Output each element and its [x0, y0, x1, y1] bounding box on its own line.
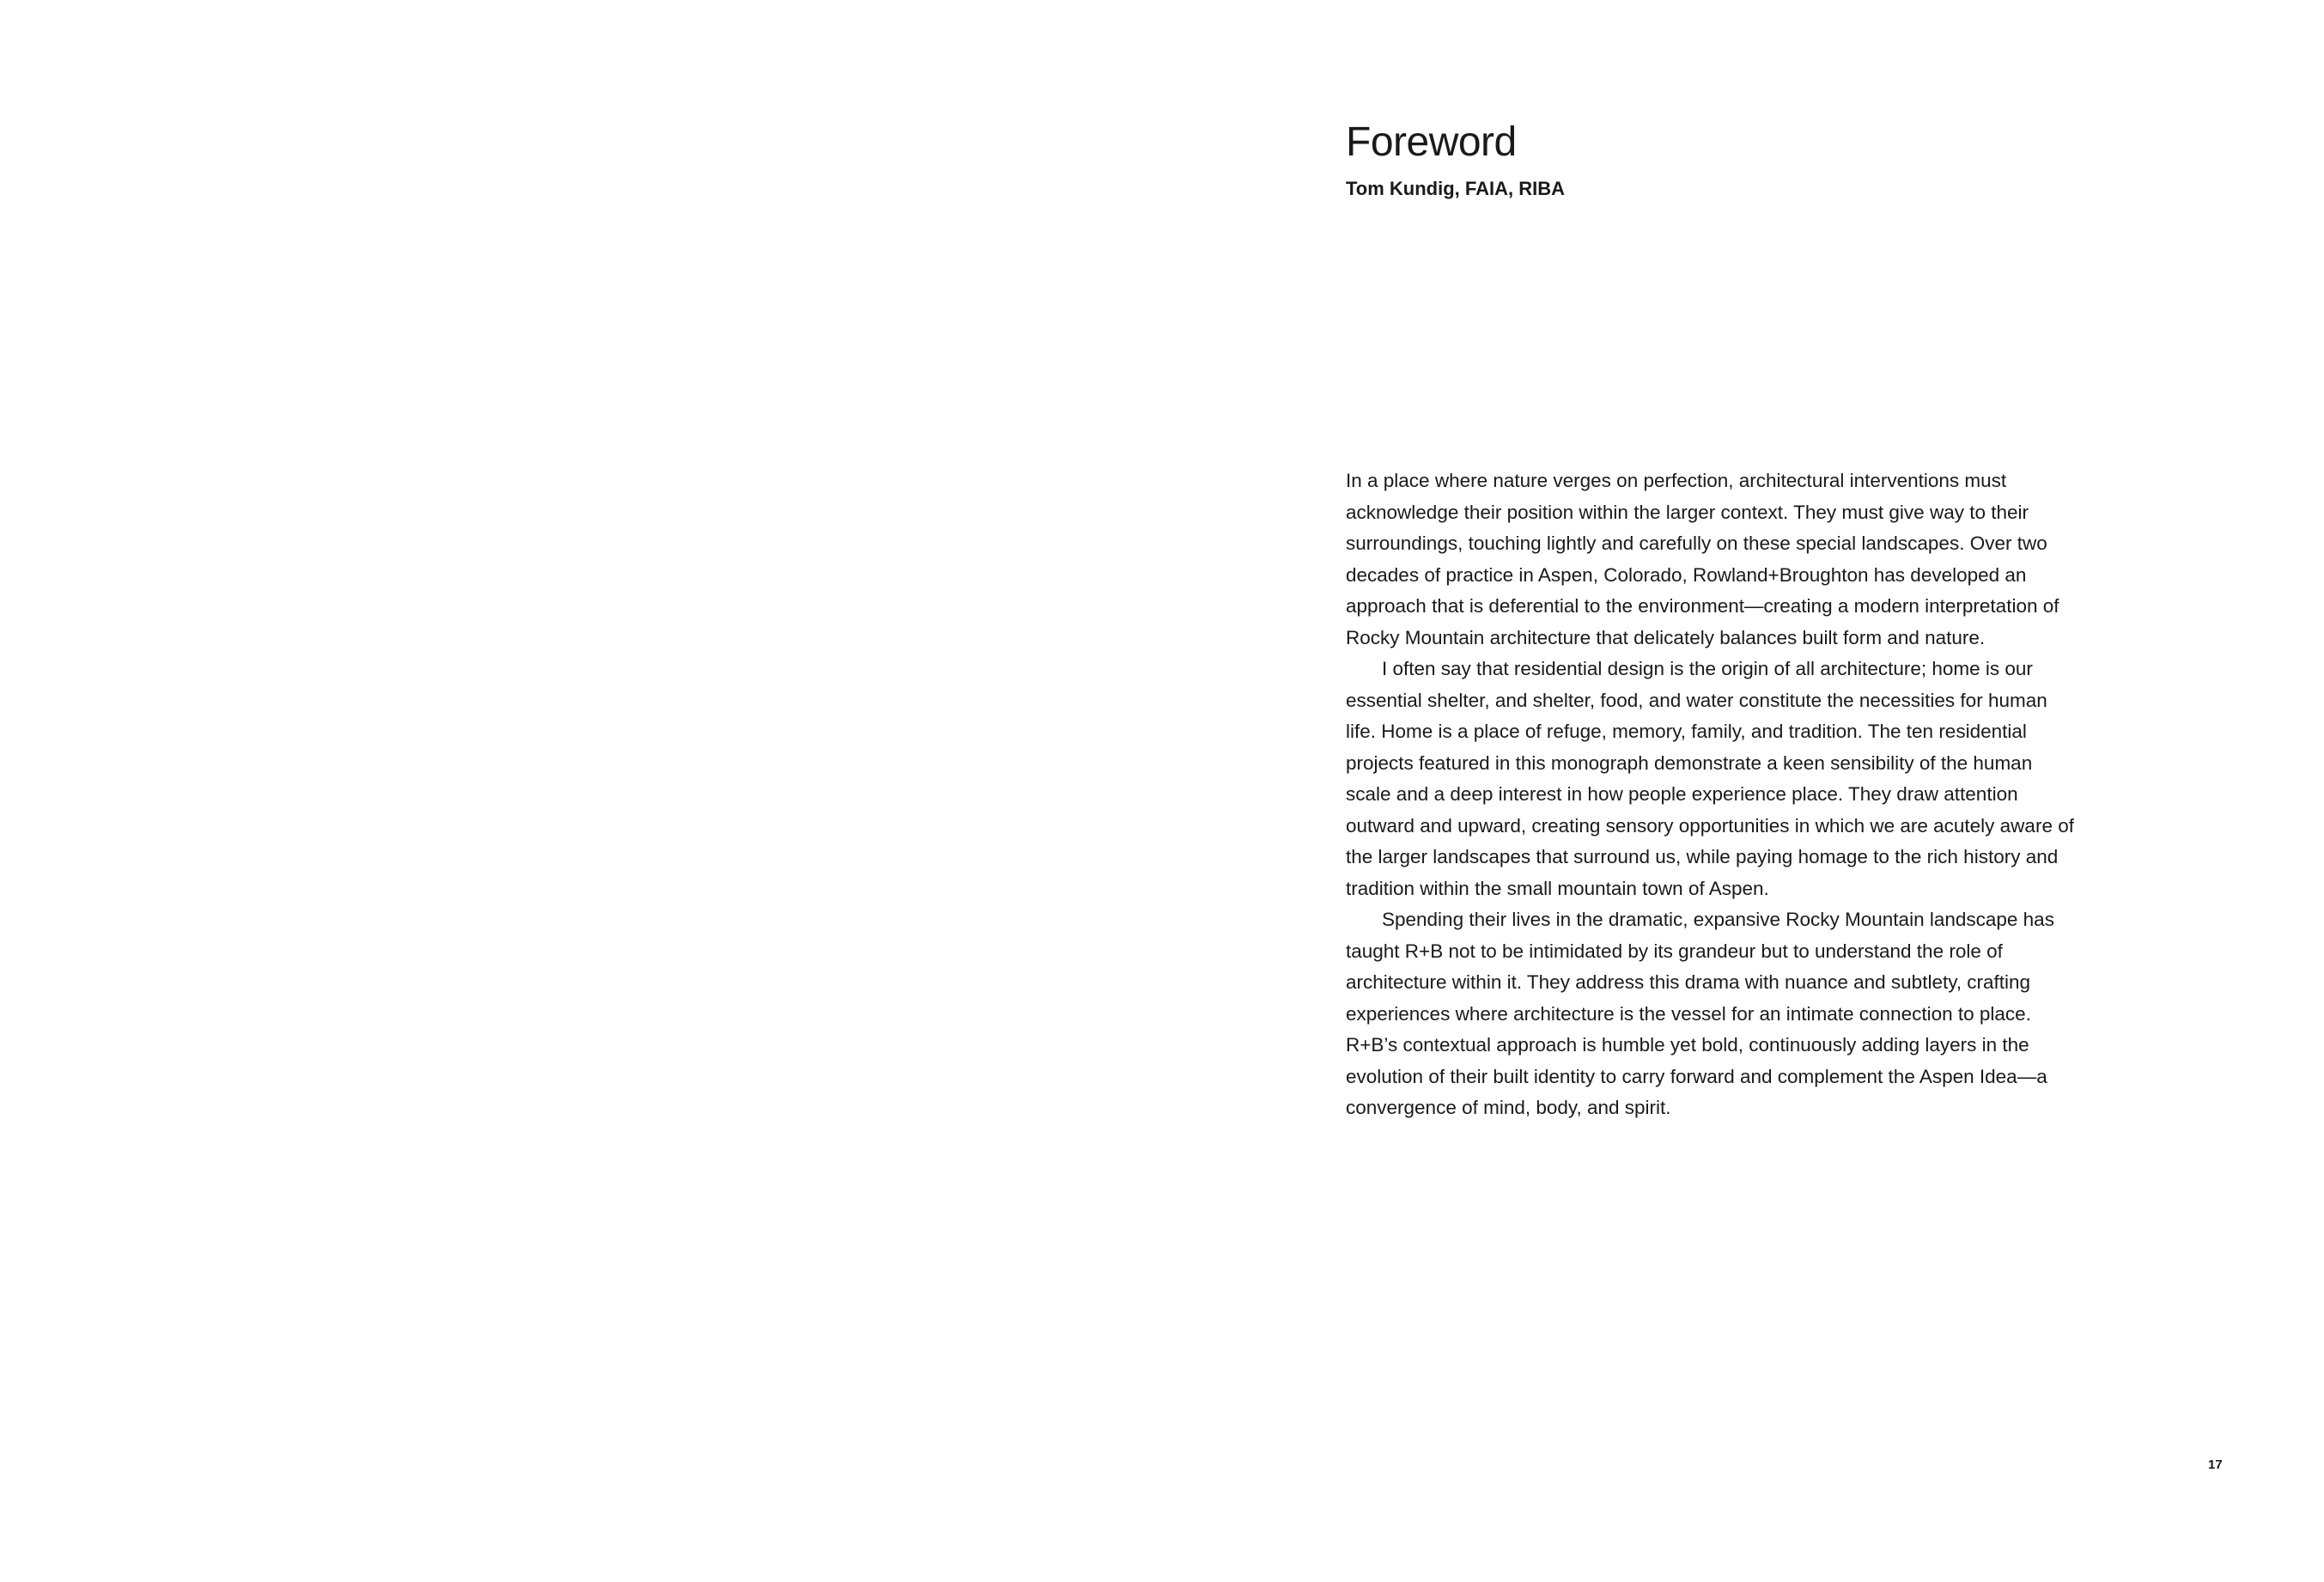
page-number: 17 — [2208, 1457, 2223, 1472]
author-byline: Tom Kundig, FAIA, RIBA — [1346, 178, 1566, 199]
page-title: Foreword — [1346, 119, 1517, 165]
right-page — [1162, 0, 2324, 1582]
paragraph-2: I often say that residential design is the origin of all architecture; home is our essential shelter, and shelter, food, and water constitute the necessities for human life. Home is a place of refuge, memory, family, and tradition. The ten residential projects featured in this monograph demonstrate a keen sensibility of the human scale and a deep interest in how people experience place. They draw attention outward and upward, creating sensory opportunities in which we are acutely aware of the larger landscapes that surround us, while paying homage to the rich history and tradition within the small mountain town of Aspen. — [1346, 658, 2074, 899]
body-text — [1346, 465, 2076, 1124]
paragraph-3: Spending their lives in the dramatic, expansive Rocky Mountain landscape has taught R+B not to be intimidated by its grandeur but to understand the role of architecture within it. They address this drama with nuance and subtlety, crafting experiences where architecture is the vessel for an intimate connection to place. R+B’s contextual approach is humble yet bold, continuously adding layers in the evolution of their built identity to carry forward and complement the Aspen Idea—a convergence of mind, body, and spirit. — [1346, 909, 2054, 1118]
paragraph-1: In a place where nature verges on perfection, architectural interventions must acknowledge their position within the larger context. They must give way to their surroundings, touching lightly and carefully on these special landscapes. Over two decades of practice in Aspen, Colorado, Rowland+Broughton has developed an approach that is deferential to the environment—creating a modern interpretation of Rocky Mountain architecture that delicately balances built form and nature. — [1346, 470, 2059, 648]
